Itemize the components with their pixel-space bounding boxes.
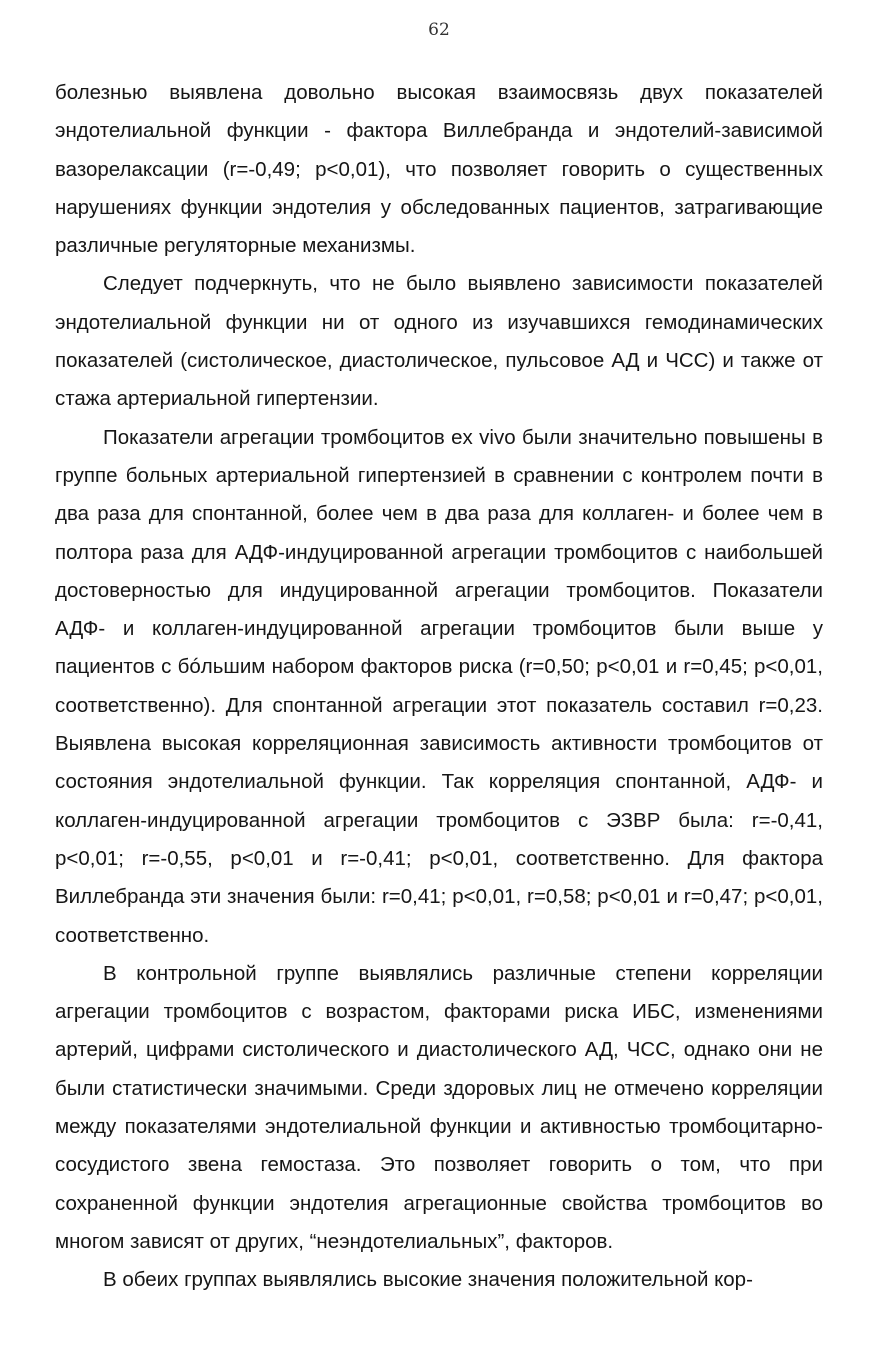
document-body [55,74,823,1300]
paragraph-5: В обеих группах выявлялись высокие значения положительной кор- [103,1268,753,1292]
paragraph-4: В контрольной группе выявлялись различные степени корреляции агрегации тромбоцитов с возрастом, факторами риска ИБС, изменениями артерий, цифрами систолического и диастолического АД, ЧСС, однако они не были статистически значимыми. Среди здоровых лиц не отмечено корреляции между показателями эндотелиальной функции и активностью тромбоцитарно-сосудистого звена гемостаза. Это позволяет говорить о том, что при сохраненной функции эндотелия агрегационные свойства тромбоцитов во многом зависят от других, “неэндотелиальных”, факторов. [55,961,823,1253]
page-number: 62 [428,20,450,40]
paragraph-2: Следует подчеркнуть, что не было выявлено зависимости показателей эндотелиальной функции ни от одного из изучавшихся гемодинамических показателей (систолическое, диастолическое, пульсовое АД и ЧСС) и также от стажа артериальной гипертензии. [55,272,823,411]
paragraph-3: Показатели агрегации тромбоцитов ex vivo были значительно повышены в группе больных артериальной гипертензией в сравнении с контролем почти в два раза для спонтанной, более чем в два раза для коллаген- и более чем в полтора раза для АДФ-индуцированной агрегации тромбоцитов с наибольшей достоверностью для индуцированной агрегации тромбоцитов. Показатели АДФ- и коллаген-индуцированной агрегации тромбоцитов были выше у пациентов с бóльшим набором факторов риска (r=0,50; р<0,01 и r=0,45; р<0,01, соответственно). Для спонтанной агрегации этот показатель составил r=0,23. Выявлена высокая корреляционная зависимость активности тромбоцитов от состояния эндотелиальной функции. Так корреляция спонтанной, АДФ- и коллаген-индуцированной агрегации тромбоцитов с ЭЗВР была: r=-0,41, р<0,01; r=-0,55, р<0,01 и r=-0,41; р<0,01, соответственно. Для фактора Виллебранда эти значения были: r=0,41; р<0,01, r=0,58; р<0,01 и r=0,47; р<0,01, соответственно. [55,425,823,947]
paragraph-1: болезнью выявлена довольно высокая взаимосвязь двух показателей эндотелиальной функции - фактора Виллебранда и эндотелий-зависимой вазорелаксации (r=-0,49; р<0,01), что позволяет говорить о существенных нарушениях функции эндотелия у обследованных пациентов, затрагивающие различные регуляторные механизмы. [55,81,823,258]
